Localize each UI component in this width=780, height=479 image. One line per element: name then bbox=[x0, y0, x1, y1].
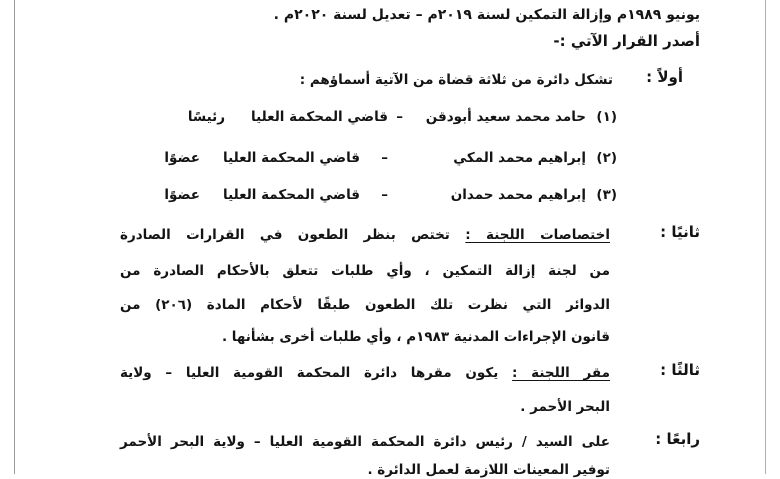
first-intro: تشكل دائرة من ثلاثة قضاة من الآتية أسماؤهم : bbox=[299, 72, 613, 88]
first-label: أولاً : bbox=[646, 68, 683, 86]
member-role: عضوًا bbox=[164, 187, 200, 203]
member-name: إبراهيم محمد حمدان bbox=[450, 187, 586, 203]
member-role: عضوًا bbox=[164, 150, 200, 166]
member-role: رئيسًا bbox=[187, 109, 225, 125]
member-number: (٢) bbox=[596, 150, 617, 166]
second-line-3: الدوائر التي نظرت تلك الطعون طبقًا لأحكام المادة (٢٠٦) من bbox=[120, 297, 610, 313]
second-line-1 bbox=[120, 226, 610, 244]
member-dash: – bbox=[396, 109, 403, 125]
fourth-label: رابعًا : bbox=[655, 430, 700, 448]
member-number: (٣) bbox=[596, 187, 617, 203]
member-name: حامد محمد سعيد أبودقن bbox=[425, 109, 586, 125]
member-title: قاضي المحكمة العليا bbox=[223, 150, 360, 166]
member-dash: – bbox=[381, 187, 388, 203]
second-line-2: من لجنة إزالة التمكين ، وأي طلبات تتعلق بالأحكام الصادرة من bbox=[120, 263, 610, 279]
member-title: قاضي المحكمة العليا bbox=[251, 109, 388, 125]
member-dash: – bbox=[381, 150, 388, 166]
member-number: (١) bbox=[596, 109, 617, 125]
header-line-1: يونيو ١٩٨٩م وإزالة التمكين لسنة ٢٠١٩م – تعديل لسنة ٢٠٢٠م . bbox=[273, 7, 700, 23]
fourth-line-1: على السيد / رئيس دائرة المحكمة القومية العليا – ولاية البحر الأحمر bbox=[120, 434, 610, 450]
second-label: ثانيًا : bbox=[660, 223, 700, 241]
third-line-2: البحر الأحمر . bbox=[520, 399, 610, 415]
header-line-2: أصدر القرار الآتي :- bbox=[553, 32, 700, 50]
member-name: إبراهيم محمد المكي bbox=[453, 150, 586, 166]
second-line-1-text: تختص بنظر الطعون في القرارات الصادرة bbox=[120, 227, 450, 243]
third-line-1 bbox=[120, 364, 610, 382]
member-title: قاضي المحكمة العليا bbox=[223, 187, 360, 203]
second-line-4: قانون الإجراءات المدنية ١٩٨٣م ، وأي طلبات أخرى بشأنها . bbox=[221, 329, 610, 345]
second-heading: اختصاصات اللجنة : bbox=[465, 227, 610, 243]
third-heading: مقر اللجنة : bbox=[512, 365, 611, 381]
third-label: ثالثًا : bbox=[660, 361, 700, 379]
fourth-line-2: توفير المعينات اللازمة لعمل الدائرة . bbox=[367, 462, 610, 478]
third-line-1-text: يكون مقرها دائرة المحكمة القومية العليا – ولاية bbox=[120, 365, 499, 381]
